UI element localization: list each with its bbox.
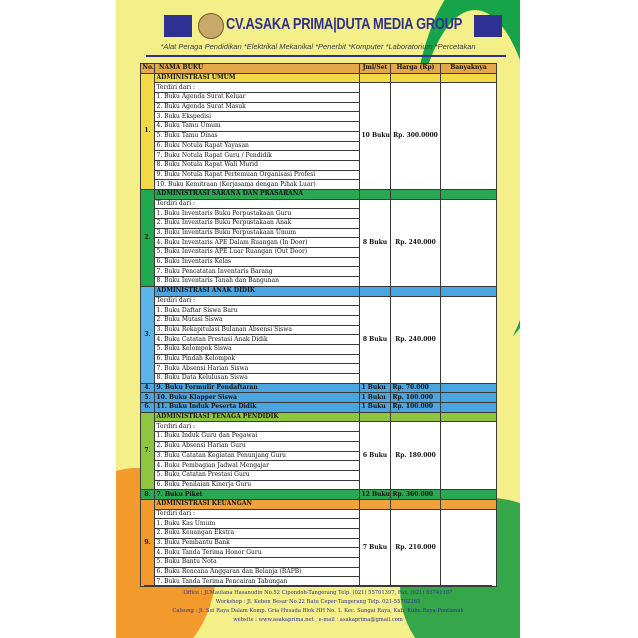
footer-website: website : www.asakaprima.net , e-mail : asakaprima@gmail.com — [233, 617, 403, 623]
section-harga: Rp. 240.000 — [391, 296, 441, 383]
section-banyak — [441, 422, 497, 490]
asaka-prima-emblem-icon — [198, 13, 224, 39]
section-intro: Terdiri dari : — [155, 296, 360, 306]
book-item: 9. Buku Notula Rapat Pertemuan Organisasi Profesi — [155, 170, 360, 180]
section-intro-row — [141, 296, 497, 306]
section-banyak — [441, 509, 497, 587]
section-harga: Rp. 240.000 — [391, 199, 441, 286]
section-jml: 7 Buku — [360, 509, 391, 587]
footer-workshop: Workshop : Jl. Kebon Besar No.22 Batu Ceper-Tangerang Telp. 021-55702265 — [215, 599, 421, 605]
book-item: 4. Buku Catatan Prestasi Anak Didik — [155, 335, 360, 345]
single-book-row — [141, 393, 497, 403]
book-item: 4. Buku Tamu Umum — [155, 122, 360, 132]
section-title-banyak-cell — [441, 189, 497, 199]
book-item: 5. Buku Inventaris APE Luar Ruangan (Out Door) — [155, 248, 360, 258]
section-harga: Rp. 300.0000 — [391, 83, 441, 190]
section-title-banyak-cell — [441, 286, 497, 296]
single-book-banyak — [441, 403, 497, 413]
section-intro: Terdiri dari : — [155, 422, 360, 432]
section-row — [141, 73, 497, 83]
section-title-harga-cell — [391, 286, 441, 296]
single-book-name: 11. Buku Induk Peserta Didik — [155, 403, 360, 413]
book-item: 1. Buku Agenda Surat Keluar — [155, 93, 360, 103]
single-book-banyak — [441, 383, 497, 393]
section-title-jml-cell — [360, 412, 391, 422]
section-title-banyak-cell — [441, 412, 497, 422]
section-title-banyak-cell — [441, 73, 497, 83]
section-row — [141, 189, 497, 199]
section-title: ADMINISTRASI UMUM — [155, 73, 360, 83]
header-blue-block-right — [474, 15, 502, 37]
book-item: 3. Buku Inventaris Buku Perpustakaan Umum — [155, 228, 360, 238]
single-number: 6. — [141, 403, 155, 413]
section-jml: 8 Buku — [360, 296, 391, 383]
price-table — [140, 63, 497, 587]
section-row — [141, 499, 497, 509]
book-item: 3. Buku Rekapitulasi Bulanan Absensi Siswa — [155, 325, 360, 335]
section-banyak — [441, 296, 497, 383]
col-jml-set: Jml/Set — [360, 64, 391, 74]
section-title-jml-cell — [360, 73, 391, 83]
section-jml: 10 Buku — [360, 83, 391, 190]
single-book-harga: Rp. 100.000 — [391, 403, 441, 413]
section-harga: Rp. 210.000 — [391, 509, 441, 587]
section-title-harga-cell — [391, 189, 441, 199]
section-banyak — [441, 83, 497, 190]
section-title-jml-cell — [360, 499, 391, 509]
book-item: 6. Buku Inventaris Kelas — [155, 257, 360, 267]
book-item: 6. Buku Pindah Kelompok — [155, 354, 360, 364]
single-book-banyak — [441, 490, 497, 500]
section-jml: 6 Buku — [360, 422, 391, 490]
book-item: 7. Buku Absensi Harian Siswa — [155, 364, 360, 374]
single-book-harga: Rp. 70.000 — [391, 383, 441, 393]
single-book-row — [141, 490, 497, 500]
book-item: 5. Buku Tamu Dinas — [155, 131, 360, 141]
single-book-jml: 1 Buku — [360, 383, 391, 393]
brand-header — [152, 15, 472, 39]
single-book-name: 10. Buku Klapper Siswa — [155, 393, 360, 403]
book-item: 1. Buku Inventaris Buku Perpustakaan Guru — [155, 209, 360, 219]
section-number: 7. — [141, 412, 155, 490]
book-item: 4. Buku Tanda Terima Honor Guru — [155, 548, 360, 558]
section-intro-row — [141, 83, 497, 93]
book-item: 10. Buku Kemitraan (Kerjasama dengan Pihak Luar) — [155, 180, 360, 190]
single-book-row — [141, 383, 497, 393]
book-item: 1. Buku Kas Umum — [155, 519, 360, 529]
book-item: 4. Buku Pembagian Jadwal Mengajar — [155, 461, 360, 471]
section-title: ADMINISTRASI TENAGA PENDIDIK — [155, 412, 360, 422]
book-item: 2. Buku Mutasi Siswa — [155, 315, 360, 325]
section-banyak — [441, 199, 497, 286]
book-item: 6. Buku Rencana Anggaran dan Belanja (RAPB) — [155, 567, 360, 577]
book-item: 8. Buku Notula Rapat Wali Murid — [155, 160, 360, 170]
section-title: ADMINISTRASI SARANA DAN PRASARANA — [155, 189, 360, 199]
section-row — [141, 286, 497, 296]
section-number: 3. — [141, 286, 155, 383]
brochure-page — [116, 0, 520, 638]
book-item: 3. Buku Catatan Kegiatan Penunjang Guru — [155, 451, 360, 461]
book-item: 7. Buku Tanda Terima Pencairan Tabungan — [155, 577, 360, 587]
section-title-banyak-cell — [441, 499, 497, 509]
single-book-jml: 1 Buku — [360, 403, 391, 413]
single-number: 4. — [141, 383, 155, 393]
col-no: No. — [142, 64, 154, 72]
section-number: 9. — [141, 499, 155, 586]
single-number: 8. — [141, 490, 155, 500]
book-item: 3. Buku Pembantu Bank — [155, 538, 360, 548]
book-item: 6. Buku Penilaian Kinerja Guru — [155, 480, 360, 490]
book-item: 5. Buku Kelompok Siswa — [155, 344, 360, 354]
footer-calsung: Calsung : Jl. Sui Raya Dalam Komp. Gria Husada Blok HH No. 1. Kec. Sungai Raya, Kab. Kubu Raya-Pontianak — [172, 608, 464, 614]
book-item: 1. Buku Induk Guru dan Pegawai — [155, 432, 360, 442]
single-book-jml: 12 Buku — [361, 490, 390, 498]
col-nama-buku: NAMA BUKU — [155, 64, 360, 74]
table-header-row — [141, 64, 497, 74]
single-book-harga: Rp. 100.000 — [391, 393, 441, 403]
col-harga: Harga (Rp) — [391, 64, 441, 74]
single-book-row — [141, 403, 497, 413]
section-title-jml-cell — [360, 189, 391, 199]
section-intro: Terdiri dari : — [155, 509, 360, 519]
footer-divider — [144, 585, 492, 586]
header-blue-block-left — [164, 15, 192, 37]
book-item: 2. Buku Inventaris Buku Perpustakaan Anak — [155, 219, 360, 229]
book-item: 2. Buku Agenda Surat Masuk — [155, 102, 360, 112]
product-line-subtitle: *Alat Peraga Pendidikan *Elektrikal Mekanikal *Penerbit *Komputer *Laboratorium *Percetakan — [160, 42, 476, 51]
section-title-jml-cell — [360, 286, 391, 296]
book-item: 7. Buku Notula Rapat Guru / Pendidik — [155, 151, 360, 161]
section-number: 1. — [141, 73, 155, 189]
header-divider — [146, 55, 506, 57]
book-item: 8. Buku Inventaris Tanah dan Bangunan — [155, 277, 360, 287]
section-intro: Terdiri dari : — [155, 199, 360, 209]
section-title-harga-cell — [391, 412, 441, 422]
book-item: 8. Buku Data Kelulusan Siswa — [155, 374, 360, 384]
section-title-harga-cell — [391, 73, 441, 83]
book-item: 3. Buku Ekspedisi — [155, 112, 360, 122]
footer-office: Office : Jl.Maulana Hasanudin No.52 Cipondoh-Tangerang Telp. (021) 55701397, Fax. (021) 55741107 — [183, 590, 453, 596]
book-item: 2. Buku Keuangan Ekstra — [155, 529, 360, 539]
book-item: 6. Buku Notula Rapat Yayasan — [155, 141, 360, 151]
single-book-name: 7. Buku Piket — [155, 490, 360, 500]
book-item: 1. Buku Daftar Siswa Baru — [155, 306, 360, 316]
section-title-harga-cell — [391, 499, 441, 509]
col-banyaknya: Banyaknya — [441, 64, 497, 74]
book-item: 4. Buku Inventaris APE Dalam Ruangan (In Door) — [155, 238, 360, 248]
section-intro-row — [141, 422, 497, 432]
book-item: 2. Buku Absensi Harian Guru — [155, 441, 360, 451]
single-book-name: 9. Buku Formulir Pendaftaran — [155, 383, 360, 393]
section-intro: Terdiri dari : — [155, 83, 360, 93]
section-jml: 8 Buku — [360, 199, 391, 286]
single-book-jml: 1 Buku — [360, 393, 391, 403]
single-book-harga: Rp. 360.000 — [391, 490, 441, 500]
section-intro-row — [141, 509, 497, 519]
section-row — [141, 412, 497, 422]
book-item: 7. Buku Pencatatan Inventaris Barang — [155, 267, 360, 277]
book-item: 5. Buku Bantu Nota — [155, 558, 360, 568]
section-intro-row — [141, 199, 497, 209]
section-title: ADMINISTRASI KEUANGAN — [155, 499, 360, 509]
book-item: 5. Buku Catatan Prestasi Guru — [155, 470, 360, 480]
section-harga: Rp. 180.000 — [391, 422, 441, 490]
brand-title: CV.ASAKA PRIMA|DUTA MEDIA GROUP — [226, 16, 463, 33]
section-title: ADMINISTRASI ANAK DIDIK — [155, 286, 360, 296]
section-number: 2. — [141, 189, 155, 286]
single-book-banyak — [441, 393, 497, 403]
single-number: 5. — [141, 393, 155, 403]
